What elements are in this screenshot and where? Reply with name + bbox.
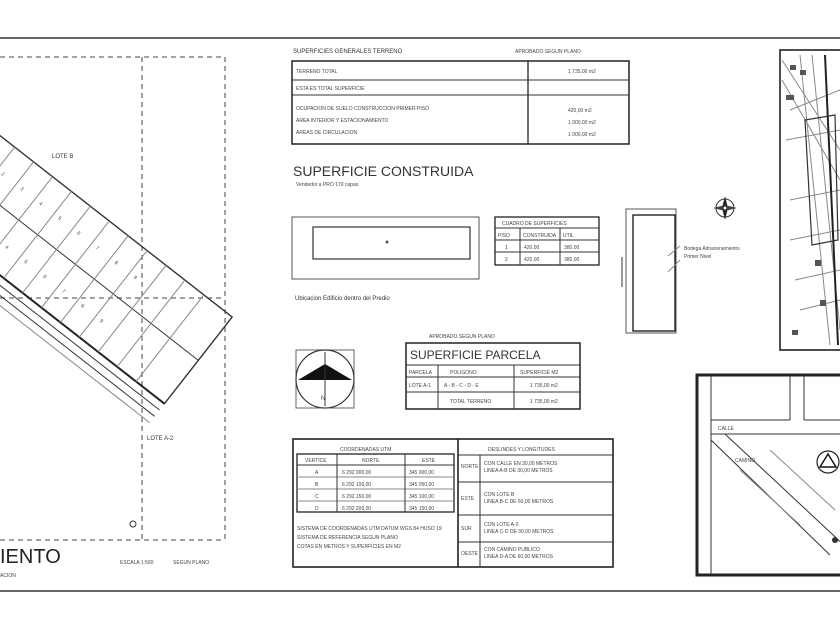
svg-text:4: 4 [3, 244, 10, 251]
building-elevation [622, 196, 740, 333]
utm-cell: 345 050,00 [409, 482, 435, 488]
boundary-text: CON LOTE A-2 [484, 522, 519, 528]
row-interior-value: 1 000,00 m2 [568, 120, 596, 126]
built-area-subtitle: Vendedor a PRO 170 capas [296, 182, 359, 188]
elevation-label-1: Bodega Almacenamiento [684, 246, 740, 252]
svg-text:8: 8 [113, 259, 120, 267]
utm-note: SISTEMA DE REFERENCIA SEGUN PLANO [297, 535, 398, 541]
utm-note: COTAS EN METROS Y SUPERFICIES EN M2 [297, 544, 401, 550]
summary-header-built: CONSTRUIDA [523, 233, 557, 239]
svg-text:9: 9 [98, 318, 105, 325]
street-label: CALLE [718, 426, 734, 432]
building-location-caption: Ubicacion Edificio dentro del Predio [295, 296, 390, 302]
parcel-cell: A - B - C - D - E [444, 383, 479, 389]
elevation-label-2: Primer Nivel [684, 254, 712, 260]
boundary-text: CON CAMINO PUBLICO [484, 547, 540, 553]
row-circulation-value: 1 000,00 m2 [568, 132, 596, 138]
svg-text:4: 4 [37, 200, 44, 208]
utm-cell: A [315, 470, 319, 476]
road-label: CAMINO [735, 458, 755, 464]
svg-text:7: 7 [94, 245, 101, 252]
row-occupation-value: 420,00 m2 [568, 108, 592, 114]
svg-text:3: 3 [18, 186, 25, 193]
summary-cell: 380,00 [564, 257, 580, 263]
boundary-direction: SUR [461, 526, 472, 532]
utm-cell: 345 100,00 [409, 494, 435, 500]
svg-text:6: 6 [75, 230, 82, 237]
svg-text:9: 9 [132, 274, 138, 282]
row-surface-label: ESTA ES TOTAL SUPERFICIE [296, 86, 365, 92]
boundary-direction: OESTE [461, 551, 478, 557]
utm-cell: C [315, 494, 319, 500]
summary-cell: 2 [505, 257, 508, 263]
svg-text:8: 8 [79, 303, 86, 310]
utm-cell: 6 292 150,00 [342, 494, 372, 500]
parcel-header-cell: POLIGONO [450, 370, 477, 376]
parcel-header-note: APROBADO SEGUN PLANO [429, 334, 495, 340]
general-areas-note: APROBADO SEGUN PLANO [515, 49, 581, 55]
general-areas-table [292, 49, 629, 144]
utm-cell: D [315, 506, 319, 512]
boundary-direction: ESTE [461, 496, 475, 502]
summary-cell: 1 [505, 245, 508, 251]
built-area-title: SUPERFICIE CONSTRUIDA [293, 163, 474, 179]
boundary-text: CON LOTE B [484, 492, 515, 498]
boundary-text: LINEA D-A DE 60,00 METROS [484, 554, 553, 560]
north-arrow-icon [296, 350, 354, 408]
compass-rose-icon [713, 196, 737, 220]
utm-cell: 6 292 100,00 [342, 482, 372, 488]
general-areas-title: SUPERFICIES GENERALES TERRENO [293, 49, 403, 55]
parcel-cell: 1 735,00 m2 [530, 383, 558, 389]
summary-title: CUADRO DE SUPERFICIES [502, 221, 567, 227]
utm-note: SISTEMA DE COORDENADAS UTM DATUM WGS 84 HUSO 19 [297, 526, 442, 532]
scale-note: ESCALA 1:500 [120, 560, 154, 566]
row-total-label: TERRENO TOTAL [296, 69, 338, 75]
row-total-value: 1 735,00 m2 [568, 69, 596, 75]
parcel-header-cell: SUPERFICIE M2 [520, 370, 559, 376]
svg-text:5: 5 [22, 258, 29, 266]
boundary-text: LINEA C-D DE 30,00 METROS [484, 529, 554, 535]
sheet-title: IENTO [0, 546, 61, 568]
utm-cell: 6 292 000,00 [342, 470, 372, 476]
row-interior-label: AREA INTERIOR Y ESTACIONAMIENTO [296, 118, 389, 124]
summary-header-floor: PISO [498, 233, 510, 239]
utm-header-cell: NORTE [362, 458, 380, 464]
sheet-subtitle: ACION [0, 573, 16, 579]
built-area-section [292, 163, 479, 302]
svg-text:6: 6 [41, 273, 48, 281]
surface-summary-table [495, 217, 599, 265]
svg-text:2: 2 [0, 171, 6, 178]
coordinates-boundaries-table [293, 439, 613, 567]
parcel-cell: TOTAL TERRENO [450, 399, 492, 405]
boundaries-title: DESLINDES Y LONGITUDES [488, 447, 555, 453]
site-plan [0, 57, 232, 579]
summary-header-useful: UTIL [563, 233, 574, 239]
parcel-title: SUPERFICIE PARCELA [410, 348, 541, 362]
parcel-header-cell: PARCELA [409, 370, 432, 376]
parcel-surface-table [406, 334, 580, 409]
utm-header-cell: ESTE [422, 458, 436, 464]
context-map [780, 50, 840, 350]
summary-cell: 380,00 [564, 245, 580, 251]
boundary-text: LINEA B-C DE 60,00 METROS [484, 499, 554, 505]
utm-header-cell: VERTICE [305, 458, 327, 464]
utm-cell: 345 150,00 [409, 506, 435, 512]
north-label: N [321, 396, 326, 402]
boundary-text: CON CALLE EN 30,00 METROS [484, 461, 558, 467]
row-occupation-label: OCUPACION DE SUELO CONSTRUCCION PRIMER PISO [296, 106, 429, 112]
reference-note: SEGUN PLANO [173, 560, 210, 566]
boundary-text: LINEA A-B DE 30,00 METROS [484, 468, 553, 474]
utm-cell: 6 292 200,00 [342, 506, 372, 512]
utm-cell: 345 000,00 [409, 470, 435, 476]
parcel-cell: LOTE A-1 [409, 383, 431, 389]
summary-cell: 420,00 [524, 257, 540, 263]
location-map [697, 375, 840, 575]
summary-cell: 420,00 [524, 245, 540, 251]
boundary-direction: NORTE [461, 464, 479, 470]
svg-text:5: 5 [56, 215, 63, 223]
svg-text:7: 7 [60, 288, 67, 295]
utm-cell: B [315, 482, 319, 488]
parcel-cell: 1 735,00 m2 [530, 399, 558, 405]
lot-b-label: LOTE B [52, 154, 74, 160]
location-marker-icon [817, 451, 839, 473]
row-circulation-label: AREAS DE CIRCULACION [296, 130, 358, 136]
utm-title: COORDENADAS UTM [340, 447, 392, 453]
lot-a2-label: LOTE A-2 [147, 436, 174, 442]
